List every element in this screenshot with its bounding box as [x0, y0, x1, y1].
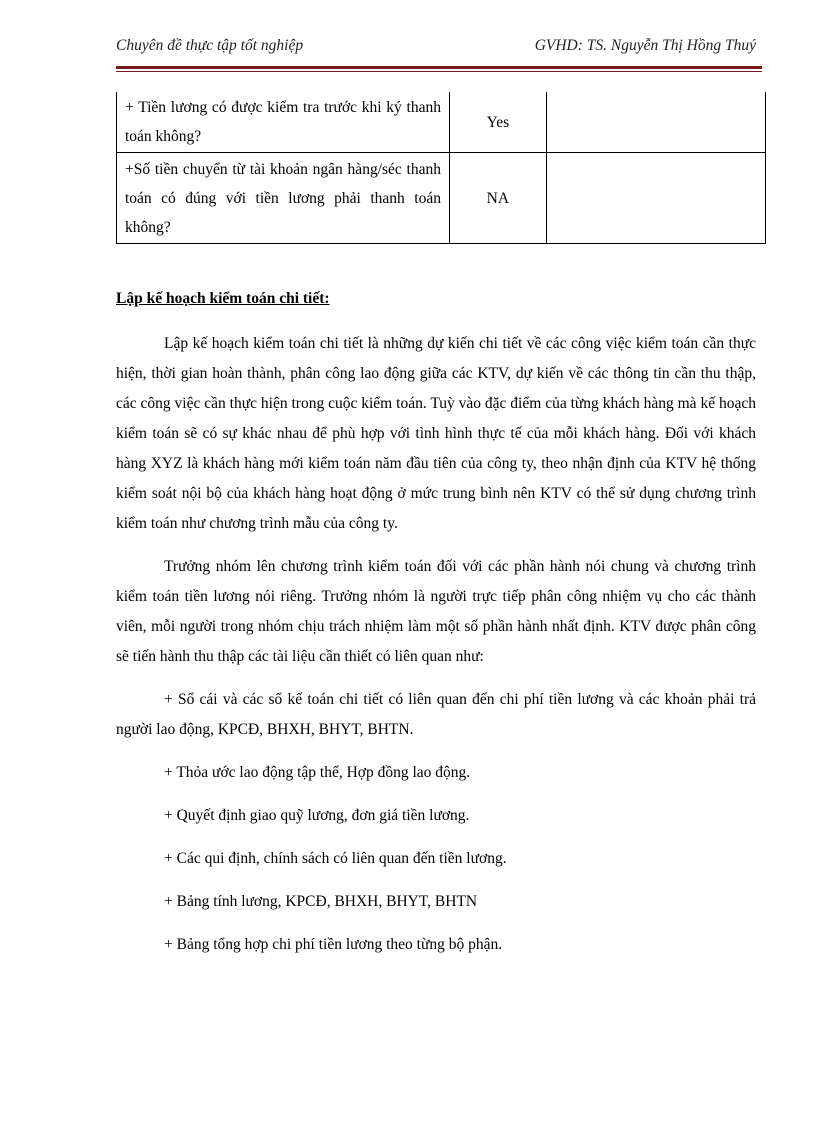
header-supervisor: GVHD: TS. Nguyễn Thị Hồng Thuý: [534, 37, 756, 54]
header-rule-thick: [116, 66, 762, 69]
answer-cell: Yes: [449, 92, 546, 153]
paragraph: Trưởng nhóm lên chương trình kiểm toán đối với các phần hành nói chung và chương trình kiểm toán tiền lương nói riêng. Trưởng nhóm là người trực tiếp phân công nhiệm vụ cho các thành viên, mỗi người trong nhóm chịu trách nhiệm làm một số phần hành nhất định. KTV được phân công sẽ tiến hành thu thập các tài liệu cần thiết có liên quan như:: [116, 558, 756, 665]
question-cell: + Tiền lương có được kiểm tra trước khi ký thanh toán không?: [117, 92, 450, 153]
note-cell: [546, 92, 765, 153]
list-item: + Sổ cái và các sổ kế toán chi tiết có liên quan đến chi phí tiền lương và các khoản phải trả người lao động, KPCĐ, BHXH, BHYT, BHTN.: [116, 691, 756, 738]
list-item: + Quyết định giao quỹ lương, đơn giá tiền lương.: [164, 807, 470, 824]
page-header: [116, 37, 756, 61]
audit-checklist-table: [116, 92, 766, 244]
header-thesis-title: Chuyên đề thực tập tốt nghiệp: [116, 37, 304, 54]
answer-cell: NA: [449, 153, 546, 244]
list-item: + Thỏa ước lao động tập thể, Hợp đồng lao động.: [164, 764, 471, 781]
list-item: + Bảng tổng hợp chi phí tiền lương theo từng bộ phận.: [164, 936, 503, 953]
paragraph: Lập kế hoạch kiểm toán chi tiết là những dự kiến chi tiết về các công việc kiểm toán cần thực hiện, thời gian hoàn thành, phân công lao động giữa các KTV, dự kiến về các thông tin cần thu thập, các công việc cần thực hiện trong cuộc kiểm toán. Tuỳ vào đặc điểm của từng khách hàng mà kế hoạch kiểm toán sẽ có sự khác nhau để phù hợp với tình hình thực tế của mỗi khách hàng. Đối với khách hàng XYZ là khách hàng mới kiểm toán năm đầu tiên của công ty, theo nhận định của KTV hệ thống kiểm soát nội bộ của khách hàng hoạt động ở mức trung bình nên KTV có thể sử dụng chương trình kiểm toán như chương trình mẫu của công ty.: [116, 335, 756, 532]
header-rule-thin: [116, 71, 762, 72]
list-item: + Các qui định, chính sách có liên quan đến tiền lương.: [164, 850, 507, 867]
question-cell: +Số tiền chuyển từ tài khoản ngân hàng/séc thanh toán có đúng với tiền lương phải thanh toán không?: [117, 153, 450, 244]
table-row: [117, 92, 766, 153]
table-row: [117, 153, 766, 244]
body-text: [116, 329, 756, 973]
note-cell: [546, 153, 765, 244]
list-item: + Bảng tính lương, KPCĐ, BHXH, BHYT, BHTN: [164, 893, 478, 910]
section-heading: Lập kế hoạch kiểm toán chi tiết:: [116, 290, 330, 307]
